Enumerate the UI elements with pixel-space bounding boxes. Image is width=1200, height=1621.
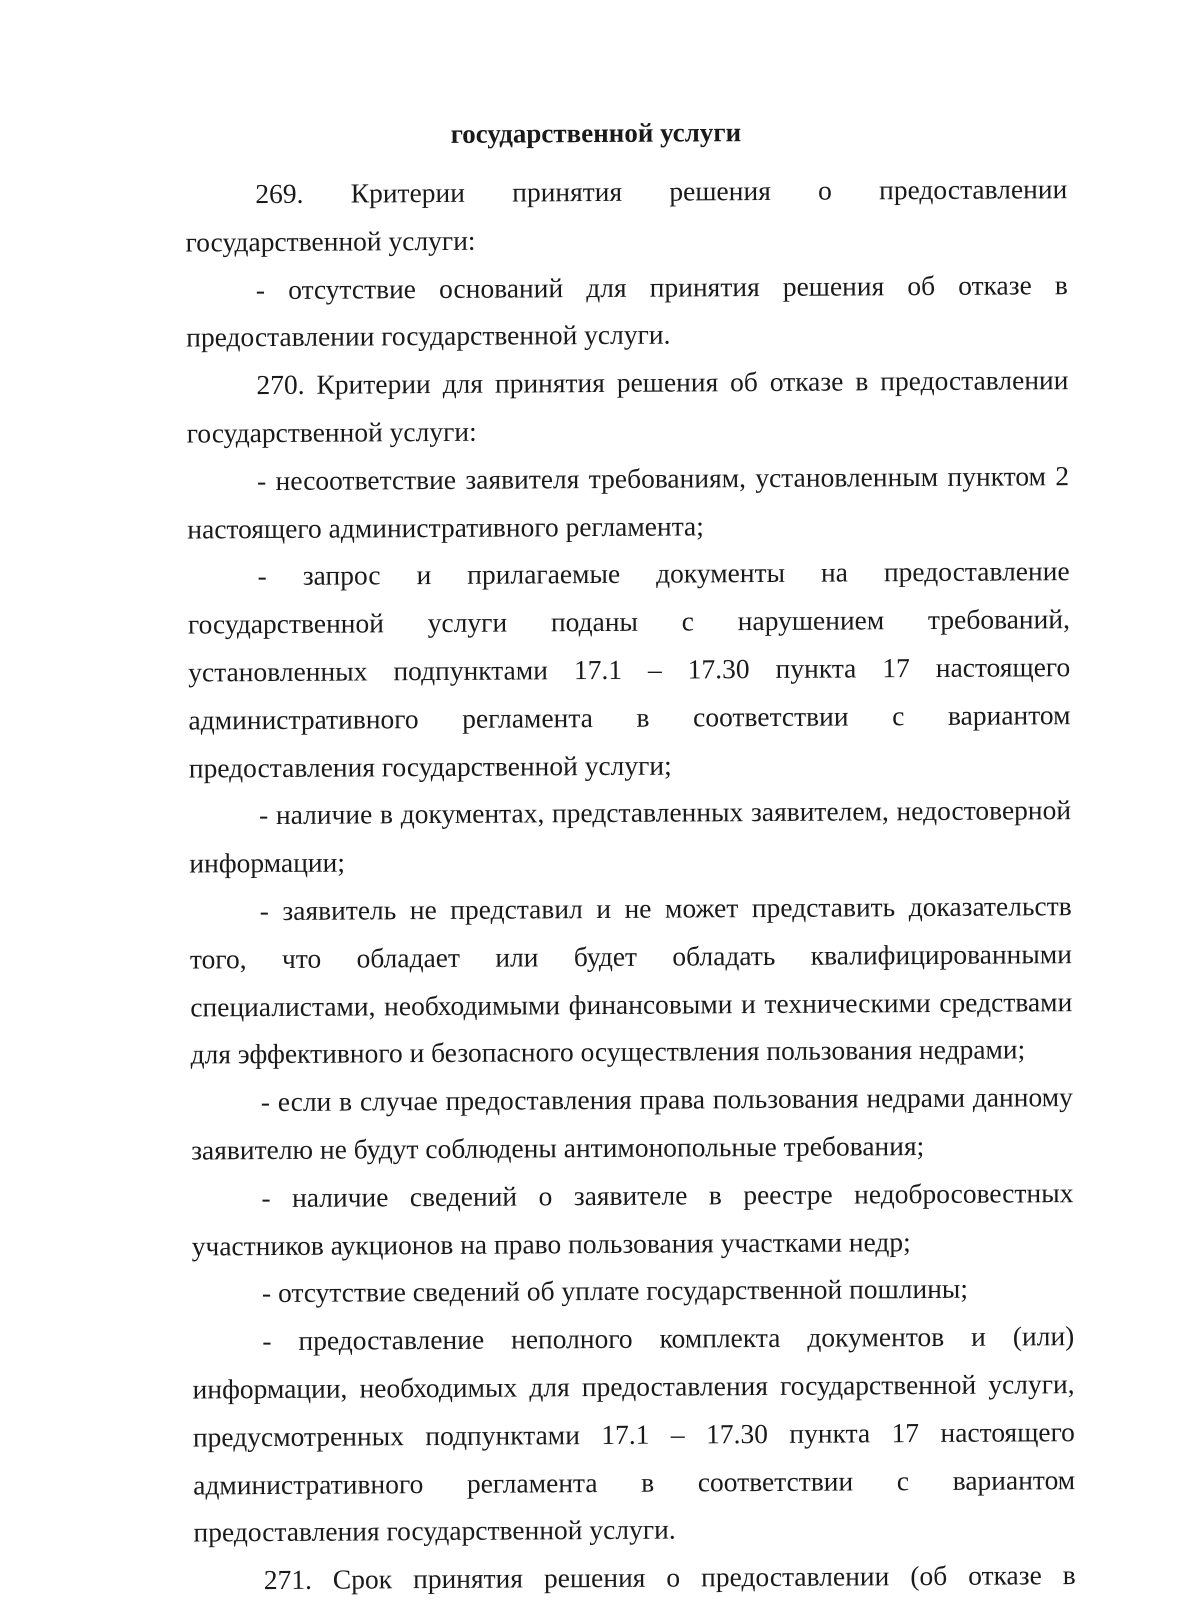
list-item: - наличие сведений о заявителе в реестре недобросовестных участников аукционов на право пользования участками недр; — [191, 1176, 1074, 1262]
list-item: - отсутствие оснований для принятия решения об отказе в предоставлении государственной услуги. — [186, 268, 1068, 353]
list-item: - предоставление неполного комплекта документов и (или) информации, необходимых для предоставления государственной услуги, предусмотренных подпунктами 17.1 – 17.30 пункта 17 настоящего административного регламента в соответствии с вариантом предоставления государственной услуги. — [192, 1320, 1076, 1548]
paragraph-271: 271. Срок принятия решения о предоставлении (об отказе в — [263, 1559, 1076, 1596]
section-heading: государственной услуги — [450, 117, 742, 149]
document-body — [185, 165, 1076, 1604]
list-item: - наличие в документах, представленных заявителем, недостоверной информации; — [189, 794, 1072, 879]
paragraph-269: 269. Критерии принятия решения о предоставлении государственной услуги: — [185, 173, 1068, 258]
paragraph-270: 270. Критерии для принятия решения об отказе в предоставлении государственной услуги: — [186, 364, 1069, 449]
list-item: - несоответствие заявителя требованиям, установленным пунктом 2 настоящего административного регламента; — [187, 459, 1070, 545]
list-item: - запрос и прилагаемые документы на предоставление государственной услуги поданы с нарушением требований, установленных подпунктами 17.1 – 17.30 пункта 17 настоящего административного регламента в соответствии с вариантом предоставления государственной услуги; — [187, 555, 1071, 784]
list-item: - отсутствие сведений об уплате государственной пошлины; — [261, 1273, 969, 1309]
list-item: - если в случае предоставления права пользования недрами данному заявителю не будут соблюдены антимонопольные требования; — [191, 1081, 1073, 1166]
list-item: - заявитель не представил и не может представить доказательств того, что обладает или будет обладать квалифицированными специалистами, необходимыми финансовыми и техническими средствами для эффективного и безопасного осуществления пользования недрами; — [189, 890, 1073, 1070]
